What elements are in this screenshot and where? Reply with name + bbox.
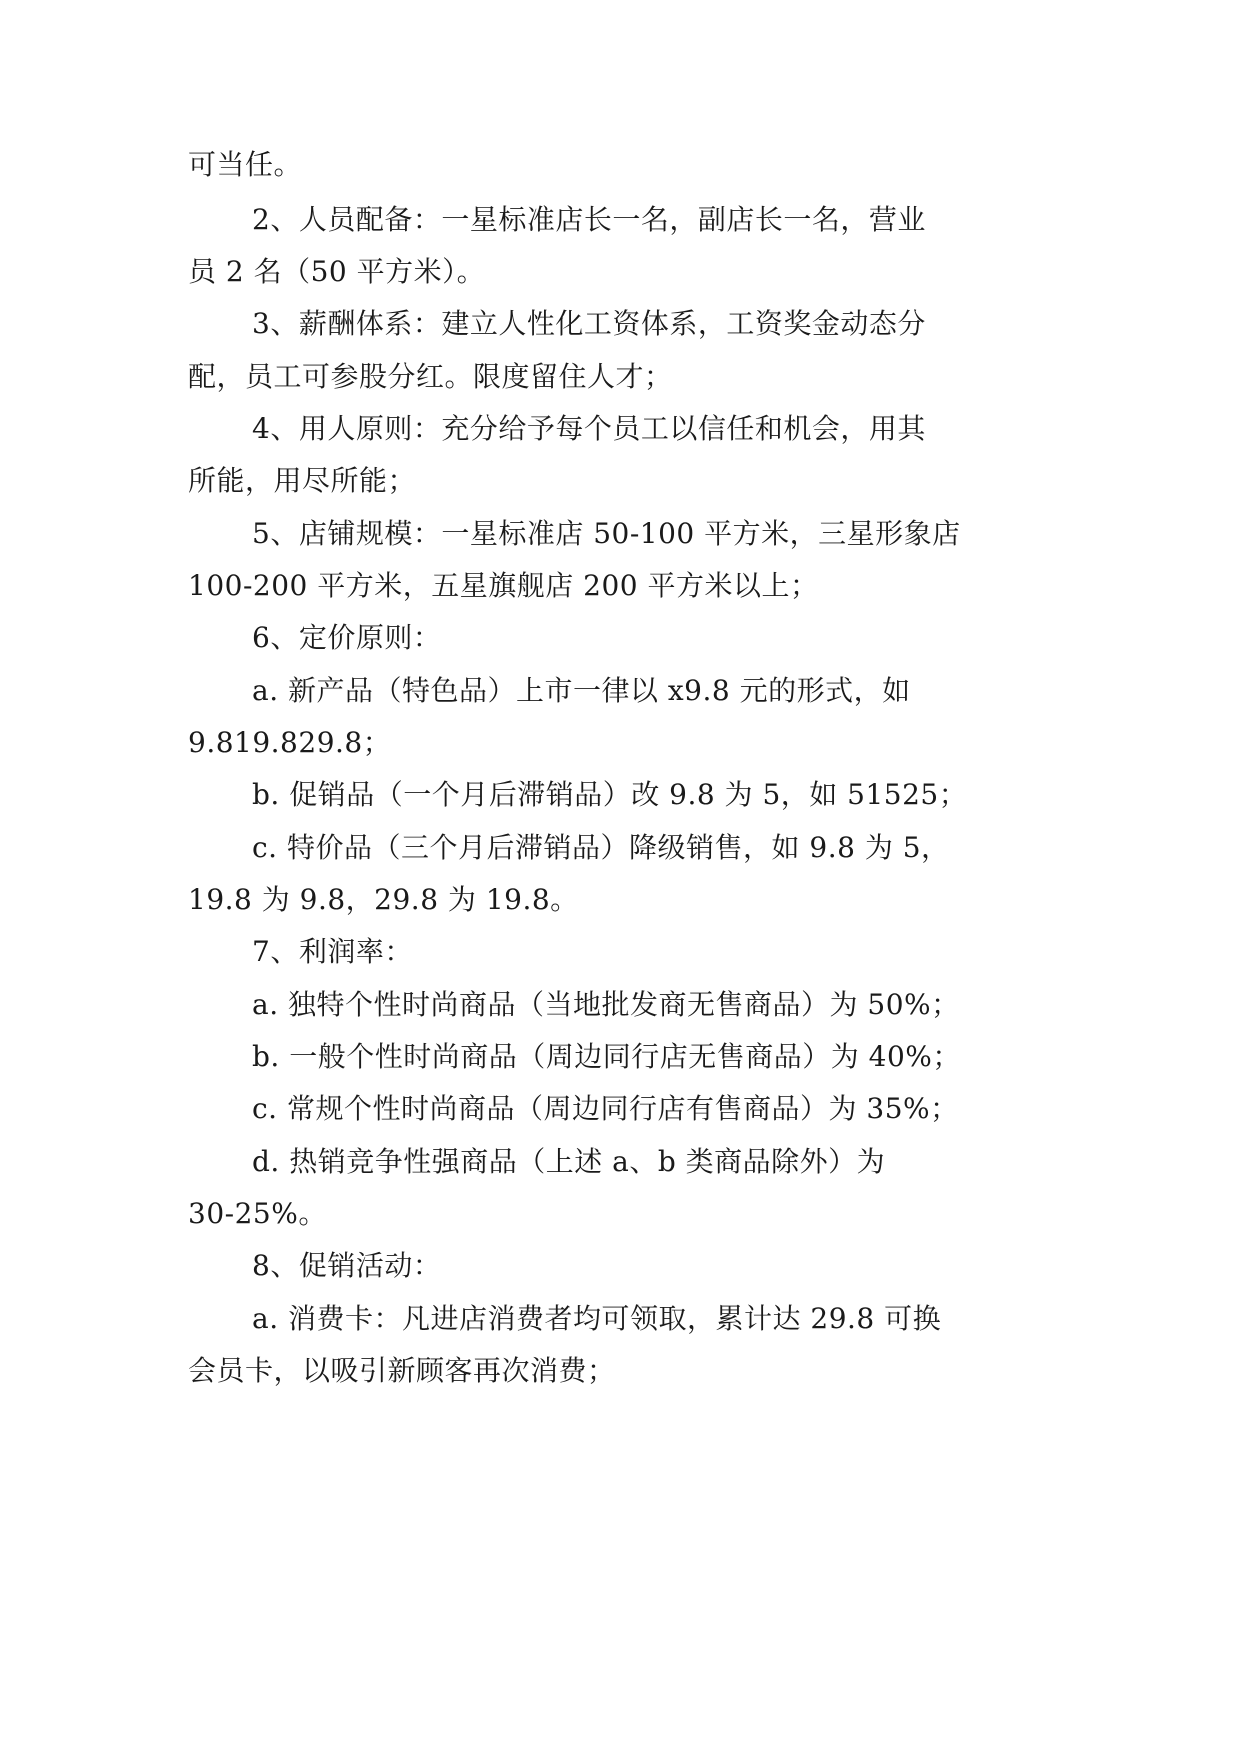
text-line: 配，员工可参股分红。限度留住人才； (188, 360, 673, 393)
text-line: 会员卡，以吸引新顾客再次消费； (188, 1354, 616, 1387)
text-line: c. 特价品（三个月后滞销品）降级销售，如 9.8 为 5， (252, 831, 950, 864)
text-line: 9.819.829.8； (188, 726, 392, 759)
text-line: d. 热销竞争性强商品（上述 a、b 类商品除外）为 (252, 1145, 886, 1178)
text-line: 19.8 为 9.8，29.8 为 19.8。 (188, 883, 579, 916)
text-line: a. 新产品（特色品）上市一律以 x9.8 元的形式，如 (252, 674, 911, 707)
text-line: 2、人员配备：一星标准店长一名，副店长一名，营业 (252, 203, 926, 236)
text-line: a. 消费卡：凡进店消费者均可领取，累计达 29.8 可换 (252, 1302, 942, 1335)
text-line: 所能，用尽所能； (188, 464, 417, 497)
text-line: b. 促销品（一个月后滞销品）改 9.8 为 5，如 51525； (252, 778, 968, 811)
text-line: 100-200 平方米，五星旗舰店 200 平方米以上； (188, 569, 819, 602)
text-line: 30-25%。 (188, 1197, 327, 1230)
text-line: c. 常规个性时尚商品（周边同行店有售商品）为 35%； (252, 1092, 959, 1125)
text-line: 7、利润率： (252, 935, 413, 968)
text-line: 员 2 名（50 平方米）。 (188, 255, 486, 288)
text-line: 8、促销活动： (252, 1249, 442, 1282)
text-line: a. 独特个性时尚商品（当地批发商无售商品）为 50%； (252, 988, 960, 1021)
text-line: 可当任。 (188, 148, 303, 181)
text-line: 4、用人原则：充分给予每个员工以信任和机会，用其 (252, 412, 926, 445)
text-line: 5、店铺规模：一星标准店 50-100 平方米，三星形象店 (252, 517, 961, 550)
text-line: 3、薪酬体系：建立人性化工资体系，工资奖金动态分 (252, 307, 926, 340)
text-line: b. 一般个性时尚商品（周边同行店无售商品）为 40%； (252, 1040, 961, 1073)
text-line: 6、定价原则： (252, 621, 442, 654)
